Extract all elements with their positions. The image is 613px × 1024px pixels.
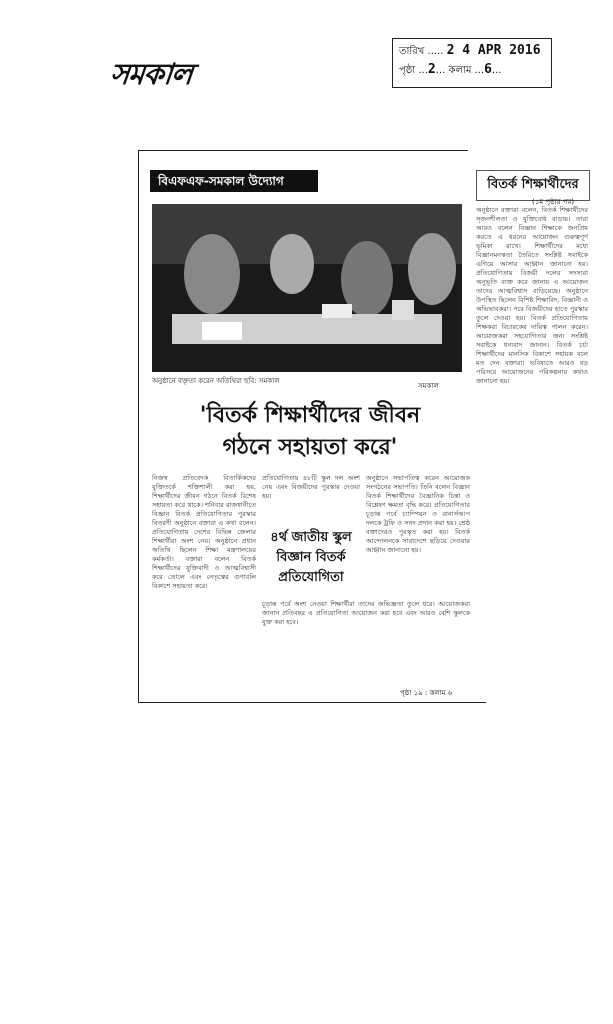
date-stamp: তারিখ ..... 2 4 APR 2016 পৃষ্ঠা ...2... কলাম ...6... [392, 38, 552, 88]
article-headline [150, 400, 470, 464]
body-column-4: চূড়ান্ত পর্বে অংশ নেওয়া শিক্ষার্থীরা তাদের অভিজ্ঞতা তুলে ধরে। আয়োজকরা জানান প্রতিবছর এ প্রতিযোগিতা আয়োজন করা হবে এবং আরও বেশি স্কুলকে যুক্ত করা হবে। [262, 600, 470, 626]
photo-illustration [152, 204, 462, 372]
clipping-bottom-border [138, 702, 486, 703]
photo-credit: সমকাল [418, 382, 439, 390]
article-banner: বিএফএফ-সমকাল উদ্যোগ [150, 170, 318, 192]
sidebar-subhead: (১ম পৃষ্ঠার পর) [532, 198, 575, 206]
sidebar-headline: বিতর্ক শিক্ষার্থীদের [476, 170, 590, 201]
article-photo [152, 204, 462, 372]
headline-line-2: গঠনে সহায়তা করে' [222, 435, 398, 460]
body-column-2: প্রতিযোগিতায় ৪৮টি স্কুল দল অংশ নেয় এবং বিজয়ীদের পুরস্কার দেওয়া হয়। [262, 474, 360, 500]
clipping-top-border [138, 150, 468, 152]
body-column-1: নিজস্ব প্রতিবেদক বিতার্কিকদের যুক্তিতর্কে শক্তিশালী করা হয়, শিক্ষার্থীদের জীবন গঠনে বিতর্ক বিশেষ সহায়তা করে থাকে। শনিবার রাজধানীতে বিজ্ঞান বিতর্ক প্রতিযোগিতার পুরস্কার বিতরণী অনুষ্ঠানে বক্তারা এ কথা বলেন। প্রতিযোগিতায় দেশের বিভিন্ন জেলার শিক্ষার্থীরা অংশ নেয়। অনুষ্ঠানে প্রধান অতিথি ছিলেন শিক্ষা মন্ত্রণালয়ের কর্মকর্তা। বক্তারা বলেন বিতর্ক শিক্ষার্থীদের যুক্তিবাদী ও আত্মবিশ্বাসী করে তোলে এবং নেতৃত্বের গুণাবলি বিকাশে সহায়তা করে। [152, 474, 256, 590]
box-headline: ৪র্থ জাতীয় স্কুল বিজ্ঞান বিতর্ক প্রতিযোগিতা [270, 530, 352, 585]
body-column-3: অনুষ্ঠানে সভাপতিত্ব করেন আয়োজক সংগঠনের সভাপতি। তিনি বলেন বিজ্ঞান বিতর্ক শিক্ষার্থীদের বৈজ্ঞানিক চিন্তা ও বিশ্লেষণ ক্ষমতা বৃদ্ধি করে। প্রতিযোগিতার চূড়ান্ত পর্বে চ্যাম্পিয়ন ও রানার্সআপ দলকে ট্রফি ও সনদ প্রদান করা হয়। শ্রেষ্ঠ বক্তাদেরও পুরস্কৃত করা হয়। বিতর্ক আন্দোলনকে সারাদেশে ছড়িয়ে দেওয়ার আহ্বান জানানো হয়। [366, 474, 470, 554]
headline-line-1: 'বিতর্ক শিক্ষার্থীদের জীবন [199, 403, 421, 428]
date-value: 2 4 APR 2016 [446, 43, 541, 58]
newspaper-logo: সমকাল [108, 57, 194, 91]
photo-caption: অনুষ্ঠানে বক্তৃতা করেন অতিথিরা ছবি: সমকাল [152, 377, 280, 385]
sidebar-body: অনুষ্ঠানে বক্তারা বলেন, বিতর্ক শিক্ষার্থীদের সৃজনশীলতা ও যুক্তিবোধ বাড়ায়। তারা আরও বলেন বিজ্ঞান শিক্ষাকে জনপ্রিয় করতে এ ধরনের আয়োজন গুরুত্বপূর্ণ ভূমিকা রাখে। শিক্ষার্থীদের মধ্যে বিজ্ঞানমনস্কতা তৈরিতে সংশ্লিষ্ট সবাইকে এগিয়ে আসার আহ্বান জানানো হয়। প্রতিযোগিতায় বিজয়ী দলের সদস্যরা অনুভূতি ব্যক্ত করে জানায় এ আয়োজন তাদের আত্মবিশ্বাস বাড়িয়েছে। অনুষ্ঠানে উপস্থিত ছিলেন বিশিষ্ট শিক্ষাবিদ, বিজ্ঞানী ও অভিভাবকরা। পরে বিজয়ীদের হাতে পুরস্কার তুলে দেওয়া হয়। বিতর্ক প্রতিযোগিতায় শিক্ষকরা বিচারকের দায়িত্ব পালন করেন। আয়োজকরা সহযোগিতার জন্য সংশ্লিষ্ট সবাইকে ধন্যবাদ জানান। বিতর্ক চর্চা শিক্ষার্থীদের মানসিক বিকাশে সহায়ক বলে মত দেন বক্তারা। ভবিষ্যতে আরও বড় পরিসরে আয়োজনের পরিকল্পনার কথাও জানানো হয়। [476, 206, 588, 385]
column-value: 6 [484, 62, 492, 77]
clipping-left-border [138, 150, 140, 702]
column-label: কলাম [448, 65, 472, 76]
date-label: তারিখ [399, 46, 425, 57]
page-value: 2 [427, 62, 436, 77]
continuation-note: পৃষ্ঠা ১৯ : কলাম ৬ [400, 689, 453, 697]
page-label: পৃষ্ঠা [399, 65, 416, 76]
